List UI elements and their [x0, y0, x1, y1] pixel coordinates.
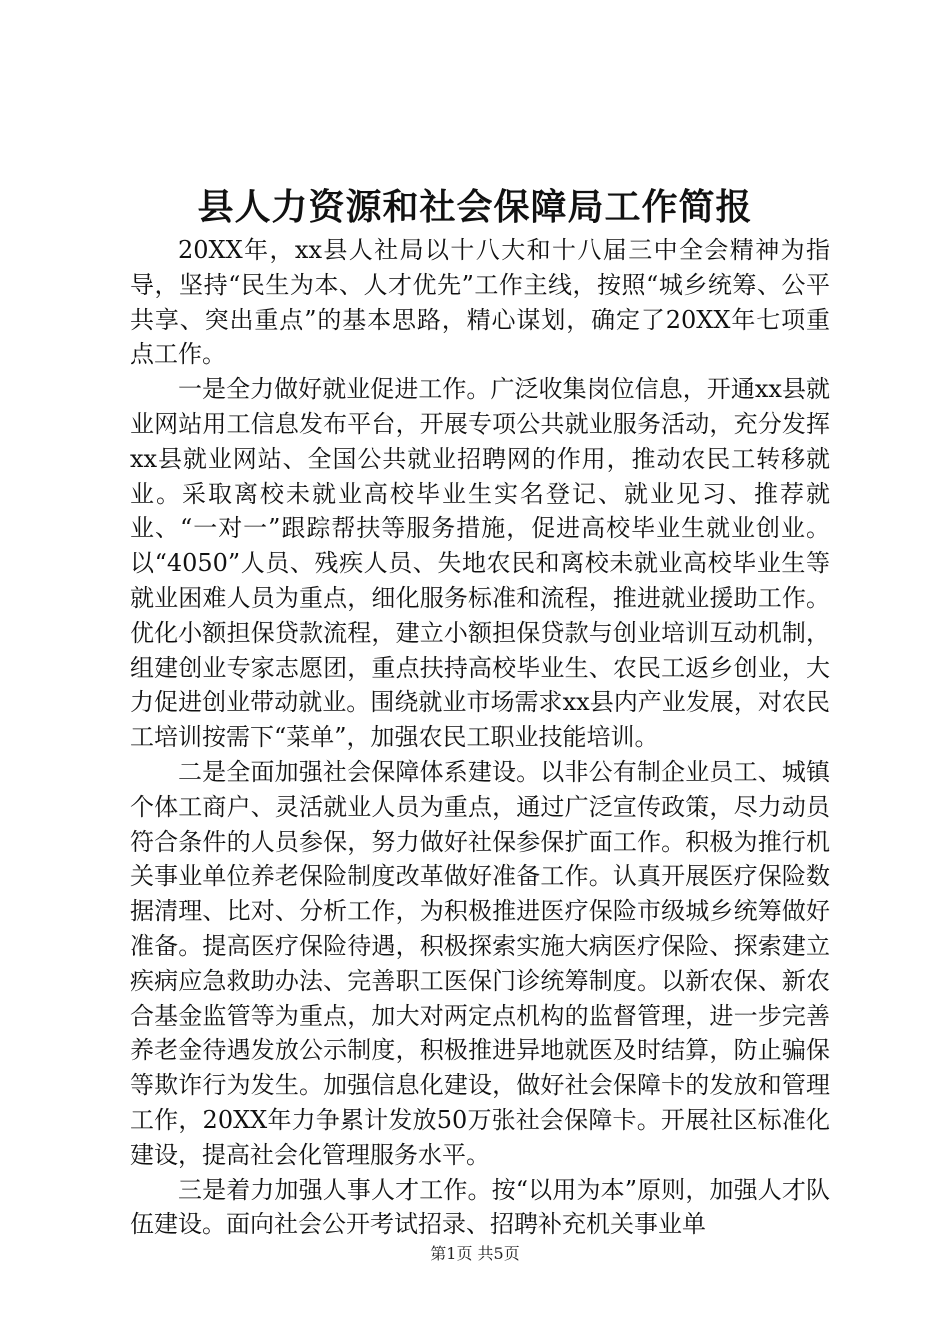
document-body — [130, 233, 830, 1242]
document-title: 县人力资源和社会保障局工作简报 — [197, 187, 753, 228]
paragraph-employment: 一是全力做好就业促进工作。广泛收集岗位信息，开通xx县就业网站用工信息发布平台，开展专项公共就业服务活动，充分发挥xx县就业网站、全国公共就业招聘网的作用，推动农民工转移就业。采取离校未就业高校毕业生实名登记、就业见习、推荐就业、“一对一”跟踪帮扶等服务措施，促进高校毕业生就业创业。以“4050”人员、残疾人员、失地农民和离校未就业高校毕业生等就业困难人员为重点，细化服务标准和流程，推进就业援助工作。优化小额担保贷款流程，建立小额担保贷款与创业培训互动机制，组建创业专家志愿团，重点扶持高校毕业生、农民工返乡创业，大力促进创业带动就业。围绕就业市场需求xx县内产业发展，对农民工培训按需下“菜单”，加强农民工职业技能培训。 — [130, 375, 830, 752]
paragraph-social-security: 二是全面加强社会保障体系建设。以非公有制企业员工、城镇个体工商户、灵活就业人员为重点，通过广泛宣传政策，尽力动员符合条件的人员参保，努力做好社保参保扩面工作。积极为推行机关事业单位养老保险制度改革做好准备工作。认真开展医疗保险数据清理、比对、分析工作，为积极推进医疗保险市级城乡统筹做好准备。提高医疗保险待遇，积极探索实施大病医疗保险、探索建立疾病应急救助办法、完善职工医保门诊统筹制度。以新农保、新农合基金监管等为重点，加大对两定点机构的监督管理，进一步完善养老金待遇发放公示制度，积极推进异地就医及时结算，防止骗保等欺诈行为发生。加强信息化建设，做好社会保障卡的发放和管理工作，20XX年力争累计发放50万张社会保障卡。开展社区标准化建设，提高社会化管理服务水平。 — [130, 757, 830, 1169]
page-footer: 第1页 共5页 — [430, 1244, 520, 1263]
paragraph-intro: 20XX年，xx县人社局以十八大和十八届三中全会精神为指导，坚持“民生为本、人才优先”工作主线，按照“城乡统筹、公平共享、突出重点”的基本思路，精心谋划，确定了20XX年七项重点工作。 — [130, 236, 830, 369]
paragraph-personnel: 三是着力加强人事人才工作。按“以用为本”原则，加强人才队伍建设。面向社会公开考试招录、招聘补充机关事业单 — [130, 1175, 830, 1239]
